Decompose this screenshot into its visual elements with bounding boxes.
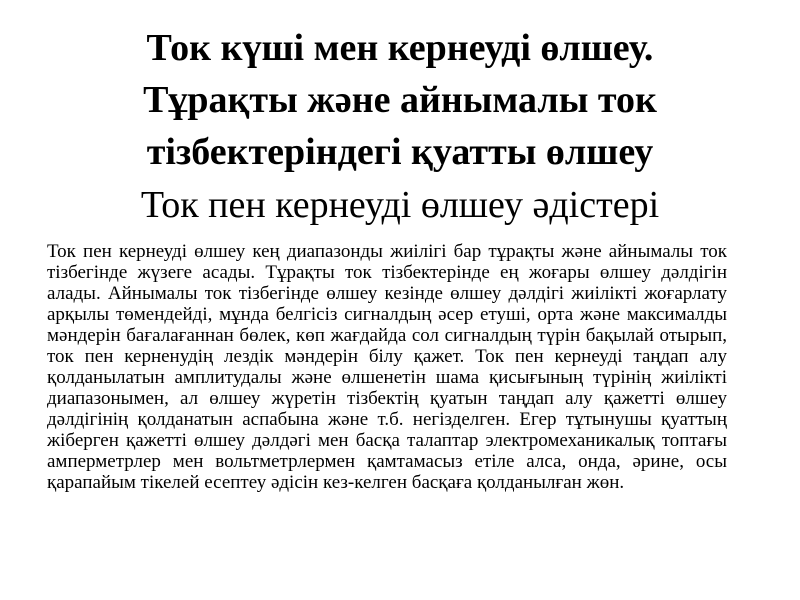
body-paragraph: Ток пен кернеуді өлшеу кең диапазонды жиілігі бар тұрақты және айнымалы ток тізбегінде жүзеге асады. Тұрақты ток тізбектерінде ең жоғары өлшеу дәлдігін алады. Айнымалы ток тізбегінде өлшеу кезінде өлшеу дәлдігі жиілікті жоғарлату арқылы төмендейді, мұнда белгісіз сигналдың әсер етуші, орта және максималды мәндерін бағалағаннан бөлек, көп жағдайда сол сигналдың түрін бақылай отырып, ток пен керненудің лездік мәндерін білу қажет. Ток пен кернеуді таңдап алу қолданылатын амплитудалы және өлшенетін шама қисығының түрінің жиілікті диапазонымен, ал өлшеу жүретін тізбектің қуатын таңдап алу қажетті өлшеу дәлдігінің қолданатын аспабына және т.б. негізделген. Егер тұтынушы қуаттың жіберген қажетті өлшеу дәлдәгі мен басқа талаптар электромеханикалық топтағы амперметрлер мен вольтметрлермен қамтамасыз етіле алса, онда, әрине, осы қарапайым тікелей есептеу әдісін кез-келген басқаға қолданылған жөн.: [47, 241, 727, 493]
title-line-2: Тұрақты және айнымалы ток: [143, 79, 657, 121]
subtitle: Ток пен кернеуді өлшеу әдістері: [140, 184, 660, 226]
title-line-3: тізбектеріндегі қуатты өлшеу: [146, 131, 654, 173]
title-block: [40, 22, 760, 232]
title-line-1: Ток күші мен кернеуді өлшеу.: [146, 27, 654, 69]
